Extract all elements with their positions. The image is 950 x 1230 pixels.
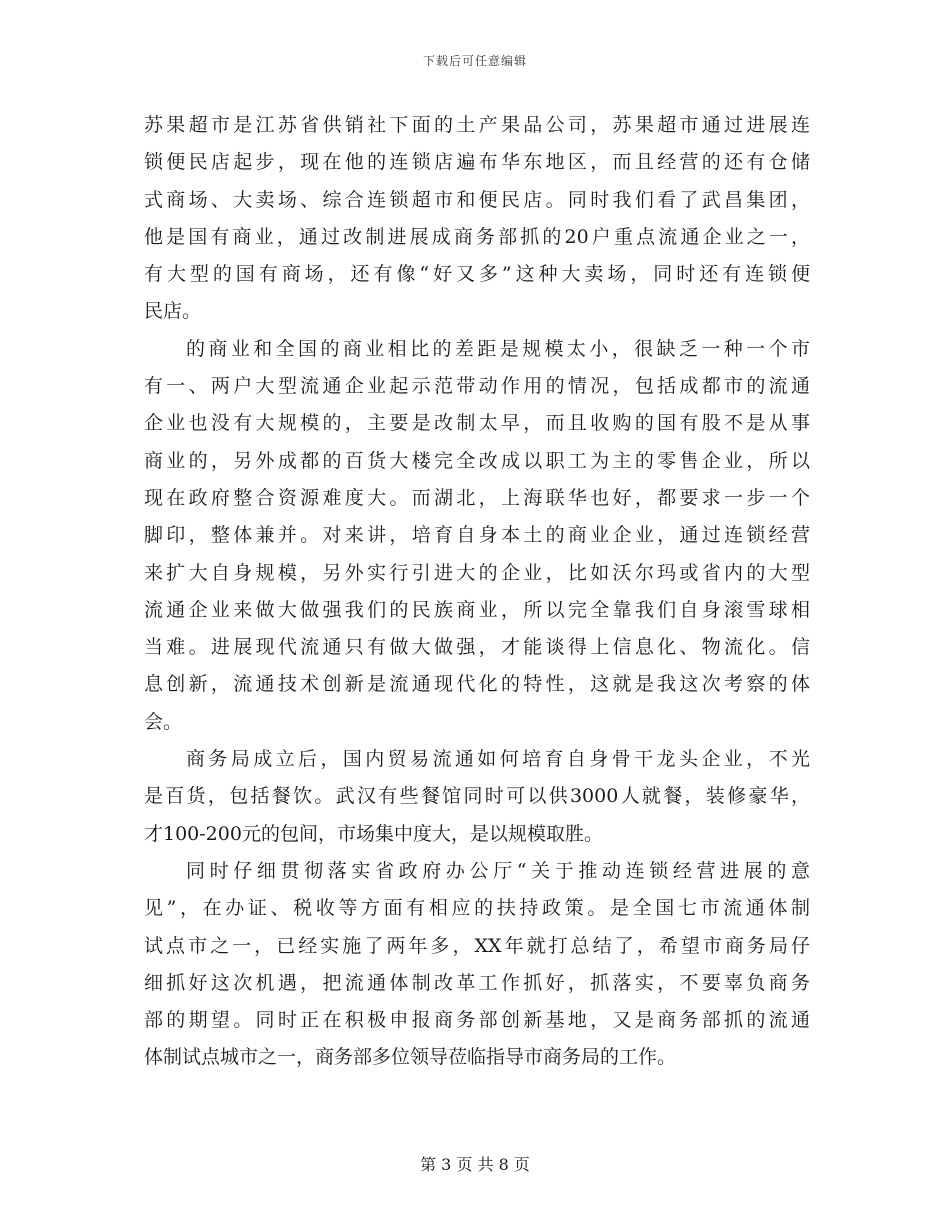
text-line: 会。 — [144, 710, 183, 733]
text-line: 细抓好这次机遇，把流通体制改革工作抓好，抓落实，不要辜负商务 — [144, 971, 810, 994]
document-body — [144, 107, 810, 1077]
paragraph-3 — [144, 741, 810, 853]
text-line: 息创新，流通技术创新是流通现代化的特性，这就是我这次考察的体 — [144, 673, 810, 696]
text-line: 流通企业来做大做强我们的民族商业，所以完全靠我们自身滚雪球相 — [144, 598, 810, 621]
text-line: 的商业和全国的商业相比的差距是规模太小，很缺乏一种一个市 — [186, 337, 810, 360]
text-line: 来扩大自身规模，另外实行引进大的企业，比如沃尔玛或省内的大型 — [144, 561, 810, 584]
text-line: 有大型的国有商场，还有像“好又多”这种大卖场，同时还有连锁便 — [144, 263, 810, 286]
paragraph-2 — [144, 331, 810, 741]
text-line: 当难。进展现代流通只有做大做强，才能谈得上信息化、物流化。信 — [144, 636, 810, 659]
text-line: 企业也没有大规模的，主要是改制太早，而且收购的国有股不是从事 — [144, 412, 810, 435]
text-line: 锁便民店起步，现在他的连锁店遍布华东地区，而且经营的还有仓储 — [144, 151, 810, 174]
text-line: 见”，在办证、税收等方面有相应的扶持政策。是全国七市流通体制 — [144, 897, 810, 920]
paragraph-4 — [144, 853, 810, 1077]
page-number: 第 3 页 共 8 页 — [420, 1155, 530, 1174]
text-line: 脚印，整体兼并。对来讲，培育自身本土的商业企业，通过连锁经营 — [144, 524, 810, 547]
text-line: 是百货，包括餐饮。武汉有些餐馆同时可以供3000人就餐，装修豪华， — [144, 785, 810, 808]
page-header: 下载后可任意编辑 — [422, 54, 527, 68]
text-line: 同时仔细贯彻落实省政府办公厅“关于推动连锁经营进展的意 — [186, 859, 810, 882]
text-line: 苏果超市是江苏省供销社下面的土产果品公司，苏果超市通过进展连 — [144, 114, 810, 136]
text-line: 试点市之一，已经实施了两年多，XX年就打总结了，希望市商务局仔 — [144, 934, 810, 957]
text-line: 商业的，另外成都的百货大楼完全改成以职工为主的零售企业，所以 — [144, 449, 810, 472]
text-line: 式商场、大卖场、综合连锁超市和便民店。同时我们看了武昌集团， — [144, 188, 810, 211]
text-line: 体制试点城市之一，商务部多位领导莅临指导市商务局的工作。 — [144, 1046, 677, 1069]
paragraph-1 — [144, 107, 810, 331]
text-line: 民店。 — [144, 300, 202, 323]
text-line: 有一、两户大型流通企业起示范带动作用的情况，包括成都市的流通 — [144, 375, 810, 398]
text-line: 才100-200元的包间，市场集中度大，是以规模取胜。 — [144, 822, 603, 845]
text-line: 他是国有商业，通过改制进展成商务部抓的20户重点流通企业之一， — [144, 225, 810, 248]
text-line: 现在政府整合资源难度大。而湖北，上海联华也好，都要求一步一个 — [144, 486, 810, 509]
text-line: 部的期望。同时正在积极申报商务部创新基地，又是商务部抓的流通 — [144, 1009, 810, 1032]
text-line: 商务局成立后，国内贸易流通如何培育自身骨干龙头企业，不光 — [186, 748, 810, 771]
